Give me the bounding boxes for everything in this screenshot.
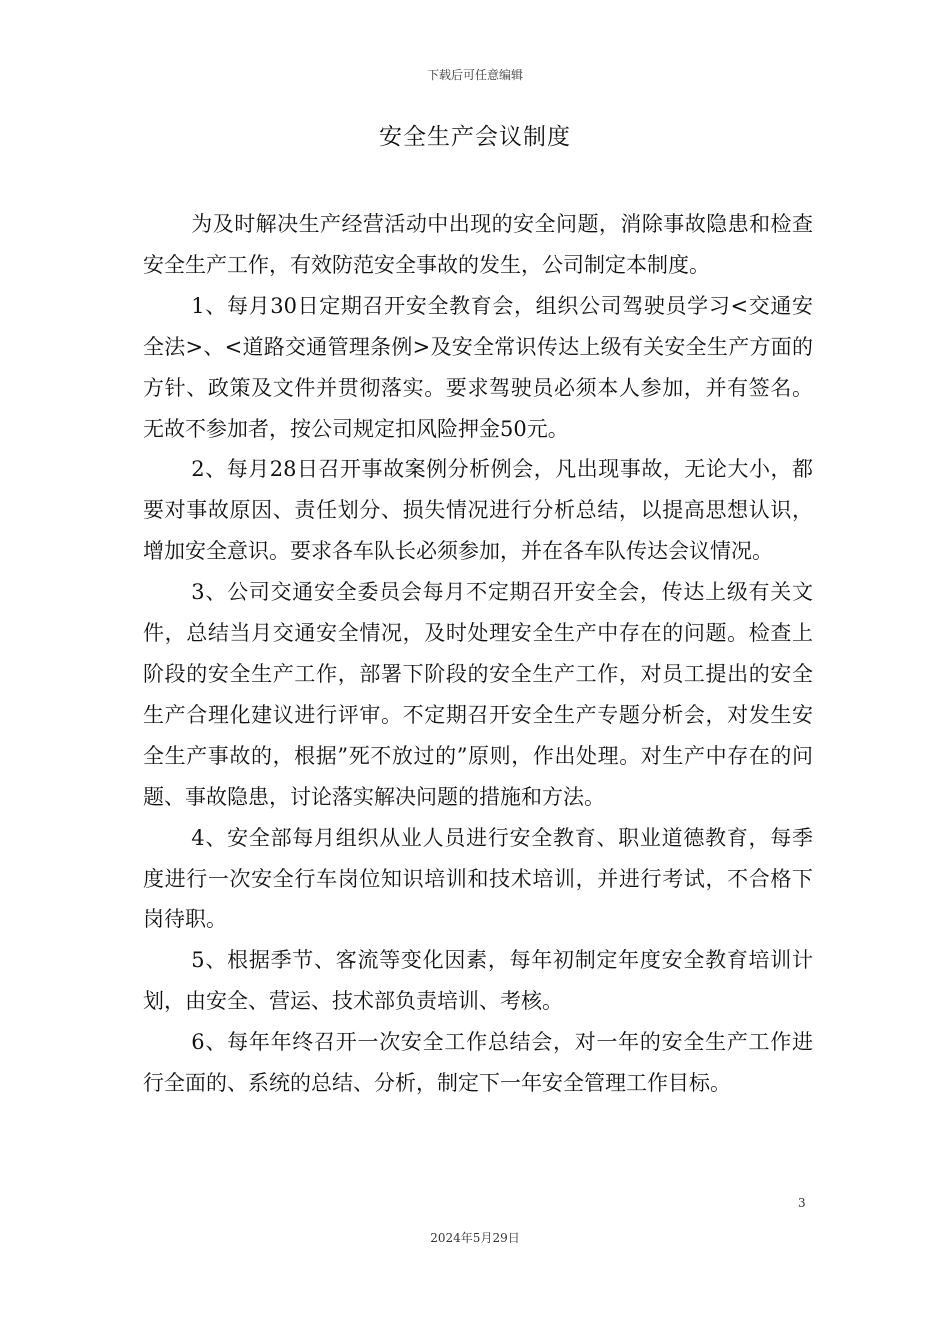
footer-date: 2024年5月29日 [430,1231,520,1245]
paragraph-item-3: 3、公司交通安全委员会每月不定期召开安全会，传达上级有关文件，总结当月交通安全情况，及时处理安全生产中存在的问题。检查上阶段的安全生产工作，部署下阶段的安全生产工作，对员工提出的安全生产合理化建议进行评审。不定期召开安全生产专题分析会，对发生安全生产事故的，根据”死不放过的”原则，作出处理。对生产中存在的问题、事故隐患，讨论落实解决问题的措施和方法。 [143,580,813,809]
paragraph-item-4: 4、安全部每月组织从业人员进行安全教育、职业道德教育，每季度进行一次安全行车岗位知识培训和技术培训，并进行考试，不合格下岗待职。 [143,825,813,932]
paragraph-intro: 为及时解决生产经营活动中出现的安全问题，消除事故隐患和检查安全生产工作，有效防范安全事故的发生，公司制定本制度。 [143,212,813,277]
page-number: 3 [798,1196,806,1210]
paragraph-item-6: 6、每年年终召开一次安全工作总结会，对一年的安全生产工作进行全面的、系统的总结、分析，制定下一年安全管理工作目标。 [143,1030,813,1096]
paragraph-item-5: 5、根据季节、客流等变化因素，每年初制定年度安全教育培训计划，由安全、营运、技术部负责培训、考核。 [143,948,813,1014]
paragraph-item-2: 2、每月28日召开事故案例分析例会，凡出现事故，无论大小，都要对事故原因、责任划分、损失情况进行分析总结，以提高思想认识，增加安全意识。要求各车队长必须参加，并在各车队传达会议情况。 [143,457,813,564]
header-note: 下载后可任意编辑 [426,68,523,82]
document-body [143,204,813,1104]
document-title: 安全生产会议制度 [379,124,571,150]
paragraph-item-1: 1、每月30日定期召开安全教育会，组织公司驾驶员学习<交通安全法>、<道路交通管理条例>及安全常识传达上级有关安全生产方面的方针、政策及文件并贯彻落实。要求驾驶员必须本人参加，并有签名。无故不参加者，按公司规定扣风险押金50元。 [143,293,813,441]
